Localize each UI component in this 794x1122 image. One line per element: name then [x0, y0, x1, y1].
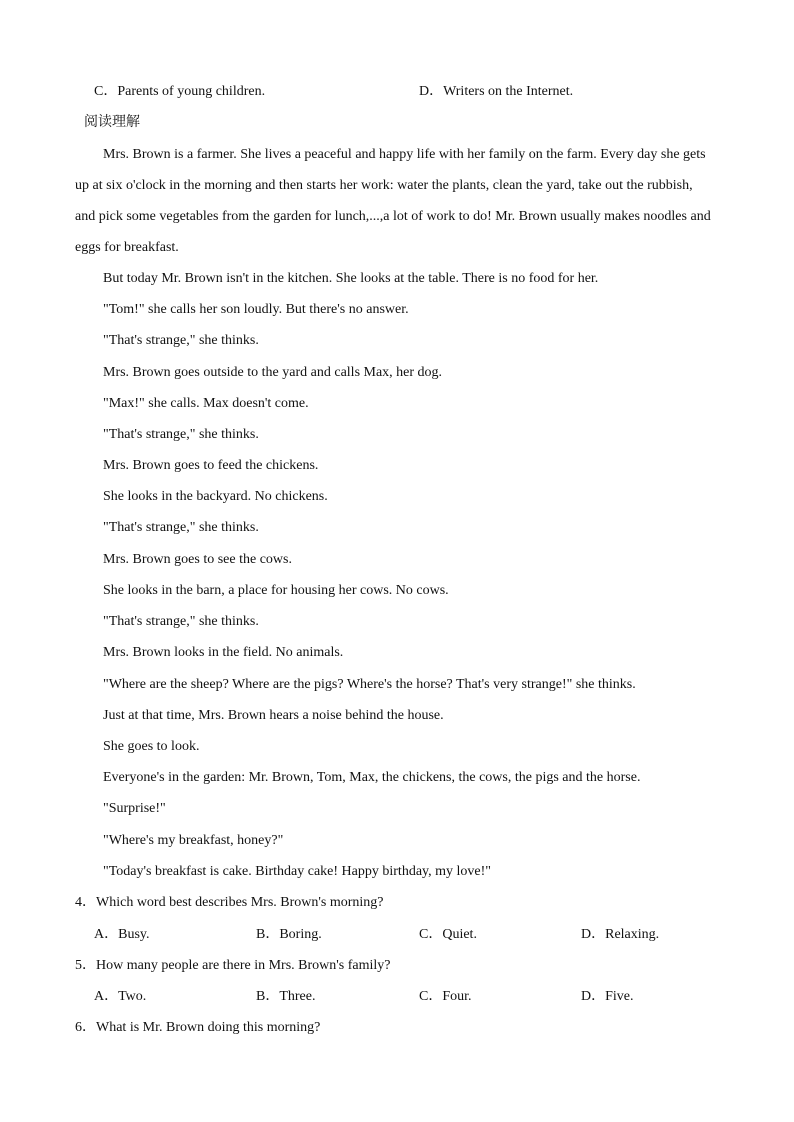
passage-line: "Tom!" she calls her son loudly. But there's no answer. — [103, 302, 409, 317]
question-6-stem: 6．What is Mr. Brown doing this morning? — [75, 1020, 321, 1035]
question-5-option-d[interactable]: D．Five. — [581, 989, 634, 1004]
question-4-stem: 4．Which word best describes Mrs. Brown's morning? — [75, 895, 384, 910]
passage-line: "Where's my breakfast, honey?" — [103, 833, 284, 848]
passage-line: She looks in the backyard. No chickens. — [103, 489, 328, 504]
passage-line: But today Mr. Brown isn't in the kitchen. She looks at the table. There is no food for her. — [103, 271, 599, 286]
passage-line: "That's strange," she thinks. — [103, 333, 259, 348]
passage-line: "Max!" she calls. Max doesn't come. — [103, 396, 309, 411]
passage-line: "Surprise!" — [103, 801, 166, 816]
question-5-option-b[interactable]: B．Three. — [256, 989, 316, 1004]
passage-line: Mrs. Brown goes to see the cows. — [103, 552, 292, 567]
passage-line: "That's strange," she thinks. — [103, 614, 259, 629]
option-c-prev: C．Parents of young children. — [94, 84, 266, 99]
passage-line: "Where are the sheep? Where are the pigs? Where's the horse? That's very strange!" she thinks. — [103, 677, 636, 692]
passage-line: up at six o'clock in the morning and then starts her work: water the plants, clean the yard, take out the rubbish, — [75, 178, 693, 193]
passage-line: Mrs. Brown looks in the field. No animals. — [103, 645, 344, 660]
passage-line: "That's strange," she thinks. — [103, 520, 259, 535]
question-5-stem: 5．How many people are there in Mrs. Brown's family? — [75, 958, 391, 973]
question-4-option-c[interactable]: C．Quiet. — [419, 927, 477, 942]
question-4-option-d[interactable]: D．Relaxing. — [581, 927, 660, 942]
passage-line: Mrs. Brown goes outside to the yard and calls Max, her dog. — [103, 365, 443, 380]
passage-line: Mrs. Brown goes to feed the chickens. — [103, 458, 319, 473]
passage-line: She looks in the barn, a place for housing her cows. No cows. — [103, 583, 449, 598]
question-4-option-b[interactable]: B．Boring. — [256, 927, 322, 942]
question-5-option-c[interactable]: C．Four. — [419, 989, 472, 1004]
passage-line: Mrs. Brown is a farmer. She lives a peaceful and happy life with her family on the farm. Every day she gets — [103, 147, 706, 162]
passage-line: eggs for breakfast. — [75, 240, 179, 255]
passage-line: Everyone's in the garden: Mr. Brown, Tom, Max, the chickens, the cows, the pigs and the horse. — [103, 770, 641, 785]
passage-line: She goes to look. — [103, 739, 200, 754]
passage-line: "Today's breakfast is cake. Birthday cake! Happy birthday, my love!" — [103, 864, 491, 879]
question-5-option-a[interactable]: A．Two. — [94, 989, 147, 1004]
option-d-prev: D．Writers on the Internet. — [419, 84, 574, 99]
passage-line: Just at that time, Mrs. Brown hears a noise behind the house. — [103, 708, 444, 723]
section-title: 阅读理解 — [84, 115, 140, 130]
passage-line: "That's strange," she thinks. — [103, 427, 259, 442]
question-4-option-a[interactable]: A．Busy. — [94, 927, 150, 942]
passage-line: and pick some vegetables from the garden for lunch,...,a lot of work to do! Mr. Brown usually makes noodles and — [75, 209, 711, 224]
